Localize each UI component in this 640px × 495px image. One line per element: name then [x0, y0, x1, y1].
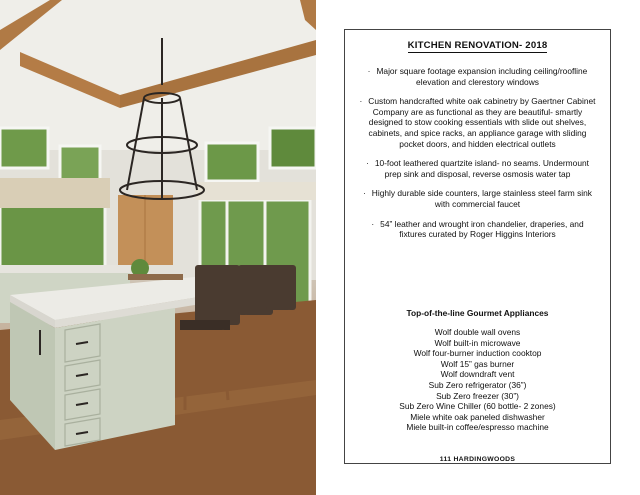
appliance-list	[345, 327, 610, 433]
appliances-heading: Top-of-the-line Gourmet Appliances	[406, 308, 549, 318]
feature-text: 54” leather and wrought iron chandelier, draperies, and fixtures curated by Roger Higgins Interiors	[380, 218, 584, 240]
feature-list	[359, 66, 596, 249]
bullet-icon: ·	[359, 96, 363, 107]
document-panel	[344, 29, 611, 464]
bullet-icon: ·	[363, 188, 366, 199]
feature-item	[359, 219, 596, 240]
feature-item	[359, 188, 596, 209]
feature-item	[359, 158, 596, 179]
appliance-item: Wolf built-in microwave	[434, 337, 521, 348]
appliance-item: Wolf double wall ovens	[434, 327, 521, 337]
appliance-item: Miele built-in coffee/espresso machine	[406, 422, 549, 433]
feature-text: Highly durable side counters, large stainless steel farm sink with commercial faucet	[371, 188, 592, 209]
appliance-item: Miele white oak paneled dishwasher	[410, 411, 545, 422]
bullet-icon: ·	[367, 66, 371, 76]
feature-text: Custom handcrafted white oak cabinetry by Gaertner Cabinet Company are as functional as they are beautiful- smartly designed to stow cooking essentials with slide out shelves, cabinets, and spice racks, an appliance garage with sliding pocket doors, and hidden electrical outlets	[368, 96, 596, 149]
feature-text: Major square footage expansion including ceiling/roofline elevation and clerestory windows	[376, 66, 588, 87]
appliance-item: Wolf 15” gas burner	[440, 358, 515, 369]
kitchen-illustration	[0, 0, 316, 495]
appliance-item: Sub Zero Wine Chiller (60 bottle- 2 zones)	[399, 401, 556, 412]
bullet-icon: ·	[366, 158, 369, 169]
document-title-text: KITCHEN RENOVATION- 2018	[407, 40, 548, 51]
island-front	[55, 308, 175, 450]
property-name: 111 HARDINGWOODS	[434, 456, 521, 463]
document-footer	[345, 448, 610, 466]
document-title	[345, 40, 610, 51]
kitchen-photo	[0, 0, 316, 495]
appliance-item: Wolf downdraft vent	[440, 369, 515, 380]
feature-item	[359, 66, 596, 87]
appliance-item: Sub Zero freezer (30”)	[436, 390, 519, 401]
feature-item	[359, 96, 596, 149]
roman-shade	[0, 178, 110, 208]
bullet-icon: ·	[371, 218, 375, 229]
feature-text: 10-foot leathered quartzite island- no seams. Undermount prep sink and disposal, reverse osmosis water tap	[374, 158, 589, 179]
appliance-item: Wolf four-burner induction cooktop	[413, 348, 542, 359]
appliance-item: Sub Zero refrigerator (36”)	[428, 379, 527, 390]
window-valance	[195, 182, 316, 200]
